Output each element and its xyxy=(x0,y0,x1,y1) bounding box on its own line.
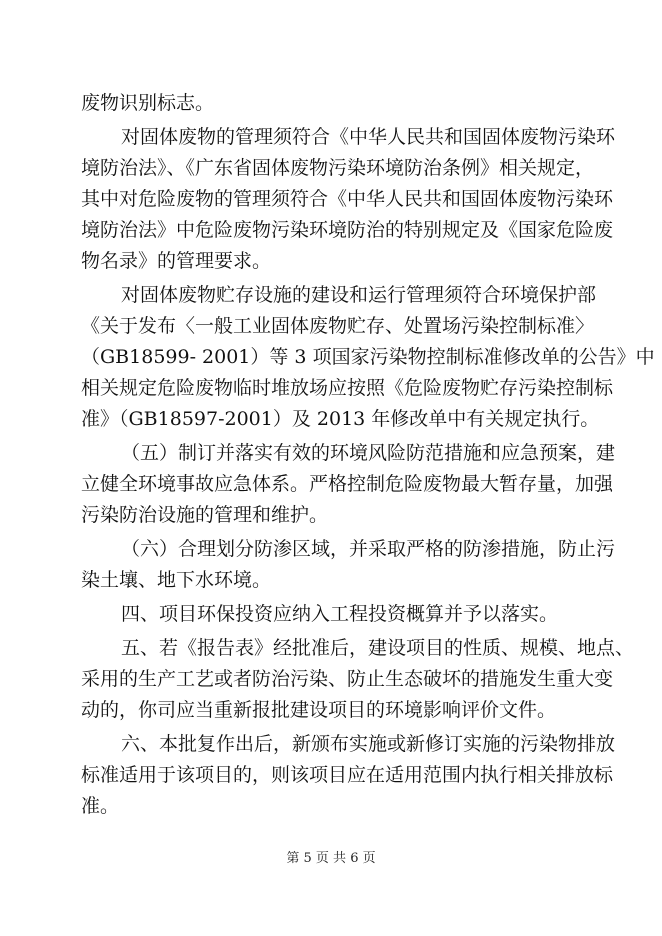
text-line: （GB18599- 2001）等 3 项国家污染物控制标准修改单的公告》中 xyxy=(81,346,655,368)
paragraph xyxy=(81,438,616,531)
text-line: 污染防治设施的管理和维护。 xyxy=(81,504,329,526)
text-line: 《关于发布〈一般工业固体废物贮存、处置场污染控制标准〉 xyxy=(81,315,595,337)
text-line: 物名录》的管理要求。 xyxy=(81,250,272,272)
paragraph xyxy=(81,534,616,596)
page-number-footer: 第 5 页 共 6 页 xyxy=(286,851,376,866)
text-line: 对固体废物的管理须符合《中华人民共和国固体废物污染环 xyxy=(121,126,616,148)
paragraph xyxy=(81,729,616,822)
text-line: 相关规定危险废物临时堆放场应按照《危险废物贮存污染控制标 xyxy=(81,377,614,399)
paragraph xyxy=(81,280,655,435)
text-line: 六、本批复作出后，新颁布实施或新修订实施的污染物排放 xyxy=(121,733,616,755)
text-line: 境防治法》中危险废物污染环境防治的特别规定及《国家危险废 xyxy=(81,219,614,241)
text-line: 标准适用于该项目的，则该项目应在适用范围内执行相关排放标 xyxy=(81,764,614,786)
document-body xyxy=(81,88,655,825)
text-line: 立健全环境事故应急体系。严格控制危险废物最大暂存量，加强 xyxy=(81,473,614,495)
text-line: 准。 xyxy=(81,795,120,817)
text-line: （六）合理划分防渗区域，并采取严格的防渗措施，防止污 xyxy=(121,538,616,560)
text-line: 采用的生产工艺或者防治污染、防止生态破坏的措施发生重大变 xyxy=(81,668,614,690)
text-line: 染土壤、地下水环境。 xyxy=(81,569,272,591)
text-line: 其中对危险废物的管理须符合《中华人民共和国固体废物污染环 xyxy=(81,188,614,210)
text-line: 境防治法》、《广东省固体废物污染环境防治条例》相关规定， xyxy=(81,157,595,179)
text-line: 准》（GB18597-2001）及 2013 年修改单中有关规定执行。 xyxy=(81,408,600,430)
paragraph xyxy=(81,122,616,277)
paragraph xyxy=(81,88,583,119)
text-line: 动的，你司应当重新报批建设项目的环境影响评价文件。 xyxy=(81,699,557,721)
paragraph xyxy=(81,633,635,726)
text-line: 五、若《报告表》经批准后，建设项目的性质、规模、地点、 xyxy=(121,637,635,659)
text-line: （五）制订并落实有效的环境风险防范措施和应急预案，建 xyxy=(121,442,616,464)
paragraph xyxy=(81,599,583,630)
text-line: 四、项目环保投资应纳入工程投资概算并予以落实。 xyxy=(121,603,559,625)
text-line: 对固体废物贮存设施的建设和运行管理须符合环境保护部 xyxy=(121,284,597,306)
text-line: 废物识别标志。 xyxy=(81,92,215,114)
